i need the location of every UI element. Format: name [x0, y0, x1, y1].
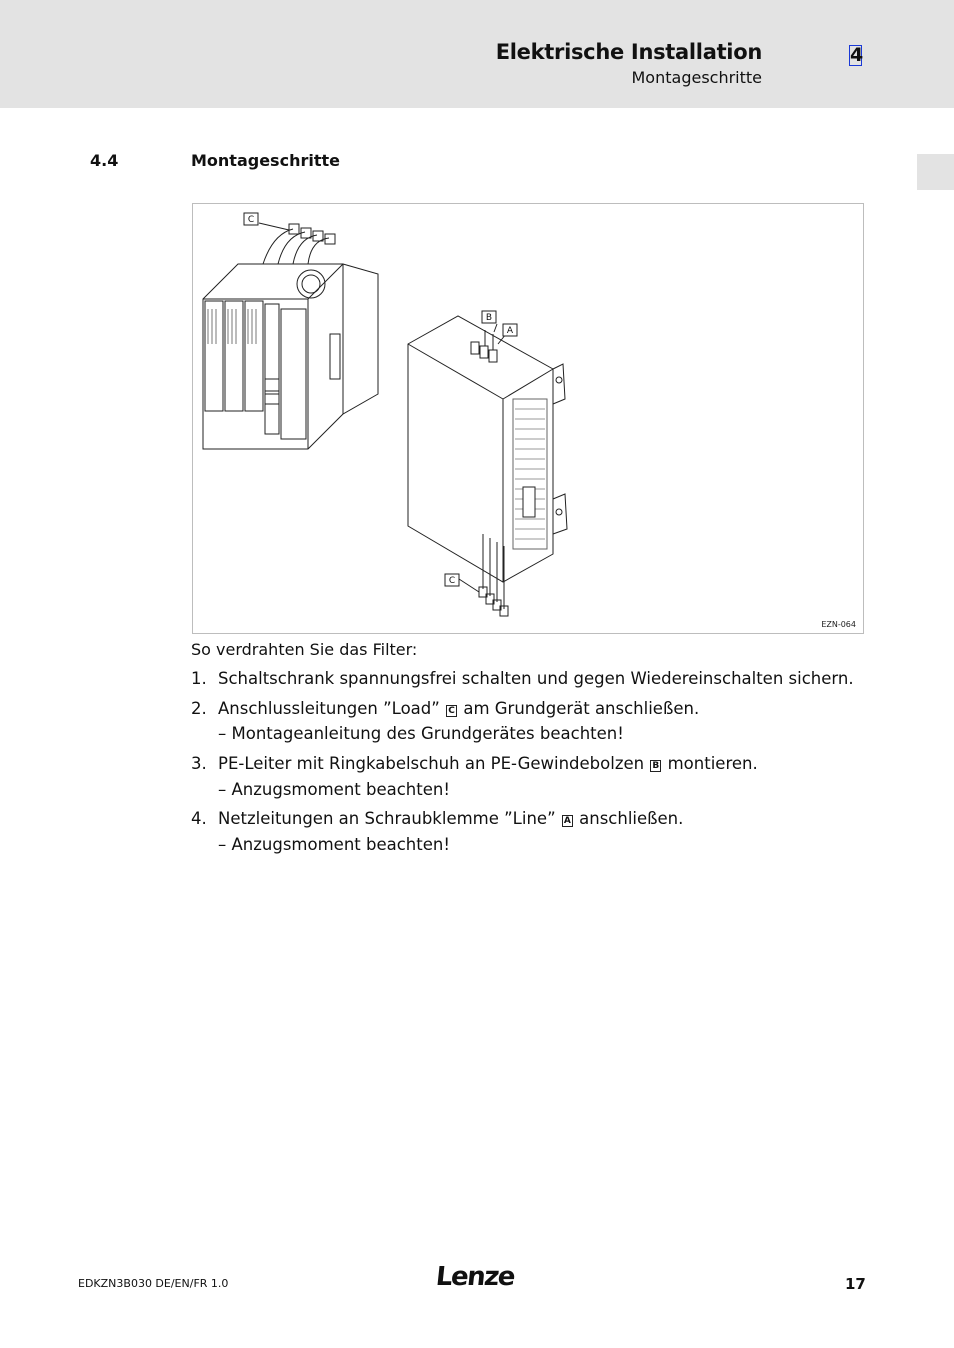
page-number: 17: [845, 1275, 866, 1293]
step-text: PE-Leiter mit Ringkabelschuh an PE-Gewindebolzen B montieren.: [218, 754, 758, 773]
document-id: EDKZN3B030 DE/EN/FR 1.0: [78, 1277, 229, 1290]
filter-drawing: [193, 204, 862, 632]
chapter-title: Elektrische Installation: [495, 40, 762, 64]
step-4-note: – Anzugsmoment beachten!: [218, 835, 450, 854]
filter-illustration: [408, 316, 567, 616]
label-a: A: [506, 326, 514, 336]
side-thumb-tab: [917, 154, 954, 190]
label-c-bottom: C: [448, 576, 456, 586]
instructions-intro: So verdrahten Sie das Filter:: [191, 640, 418, 659]
header-band: [0, 0, 954, 108]
step-number: 3.: [191, 754, 207, 773]
section-title: Montageschritte: [191, 151, 340, 170]
label-ref-a: A: [562, 815, 573, 827]
step-number: 2.: [191, 699, 207, 718]
mounting-figure: [192, 203, 864, 634]
lenze-logo: Lenze: [434, 1262, 516, 1292]
label-c-top: C: [247, 215, 255, 225]
step-number: 4.: [191, 809, 207, 828]
figure-code: EZN-064: [821, 620, 856, 629]
step-text: Schaltschrank spannungsfrei schalten und gegen Wiedereinschalten sichern.: [218, 669, 854, 688]
step-text: Netzleitungen an Schraubklemme ”Line” A anschließen.: [218, 809, 684, 828]
step-number: 1.: [191, 669, 207, 688]
chapter-subtitle: Montageschritte: [631, 68, 762, 87]
label-b: B: [485, 313, 493, 323]
step-3-note: – Anzugsmoment beachten!: [218, 780, 450, 799]
inverter-illustration: [203, 223, 378, 449]
step-2-note: – Montageanleitung des Grundgerätes beachten!: [218, 724, 624, 743]
chapter-number-link[interactable]: 4: [850, 44, 864, 66]
section-number: 4.4: [90, 151, 119, 170]
step-text: Anschlussleitungen ”Load” C am Grundgerät anschließen.: [218, 699, 700, 718]
label-ref-b: B: [650, 760, 661, 772]
label-ref-c: C: [446, 705, 457, 717]
